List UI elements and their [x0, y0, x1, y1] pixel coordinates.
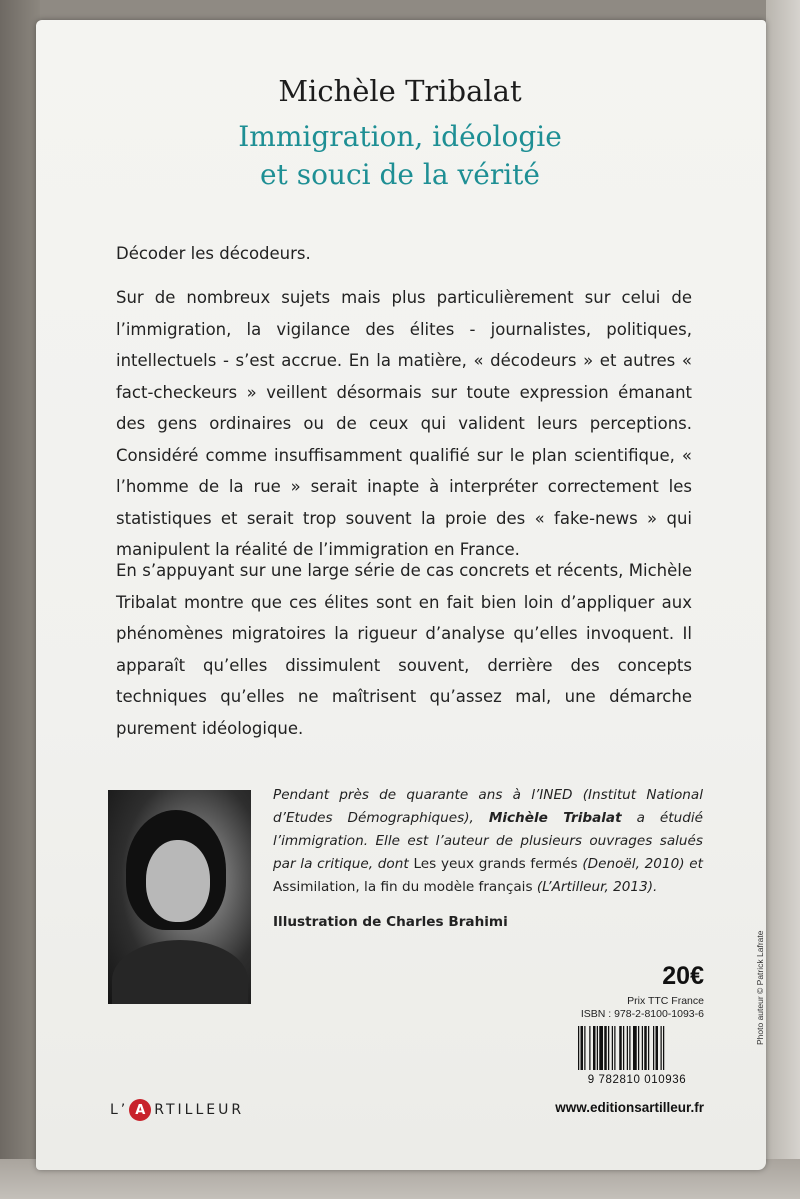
barcode-bar: [653, 1026, 654, 1070]
bio-text-1: Pendant près de quarante ans à l’INED (Institut National d’Etudes Démographiques),: [273, 787, 703, 826]
barcode-bar: [638, 1026, 639, 1070]
blurb-paragraph-1: Sur de nombreux sujets mais plus particulièrement sur celui de l’immigration, la vigilance des élites - journalistes, politiques, intellectuels - s’est accrue. En la matière, « décodeurs » et autres « fact-checkeurs » veillent désormais sur toute expression émanant des gens ordinaires ou de ceux qui valident leurs perceptions. Considéré comme insuffisamment qualifié sur le plan scientifique, « l’homme de la rue » serait inapte à interpréter correctement les statistiques et serait trop souvent la proie des « fake-news » qui manipulent la réalité de l’immigration en France.: [116, 288, 692, 559]
barcode-bar: [627, 1026, 628, 1070]
price: 20€: [662, 962, 704, 990]
barcode-bar: [589, 1026, 590, 1070]
publisher-logo: [110, 1098, 244, 1122]
barcode-bar: [604, 1026, 607, 1070]
author-name: Michèle Tribalat: [278, 74, 522, 108]
bio-text-2: a étudié l’immigration. Elle est l’auteur de plusieurs ouvrages salués par la critique, dont: [273, 810, 703, 872]
illustration-credit: Illustration de Charles Brahimi: [273, 914, 508, 930]
bio-book-2: Assimilation, la fin du modèle français: [273, 879, 533, 895]
publisher-logo-suffix: RTILLEUR: [154, 1102, 245, 1118]
photo-credit: Photo auteur © Patrick Lafrate: [755, 930, 765, 1045]
barcode-bar: [578, 1026, 579, 1070]
barcode-bar: [642, 1026, 643, 1070]
bio-book-1: Les yeux grands fermés: [413, 856, 578, 872]
barcode-bar: [629, 1026, 630, 1070]
barcode-bar: [623, 1026, 624, 1070]
barcode-bar: [614, 1026, 615, 1070]
barcode-bar: [597, 1026, 598, 1070]
barcode-bar: [584, 1026, 585, 1070]
barcode: [576, 1026, 706, 1070]
barcode-bar: [612, 1026, 613, 1070]
book-title-line-1: Immigration, idéologie: [238, 120, 562, 153]
barcode-bar: [644, 1026, 647, 1070]
publisher-logo-prefix: L’: [110, 1102, 129, 1118]
barcode-bar: [599, 1026, 603, 1070]
barcode-bar: [581, 1026, 584, 1070]
author-photo-face: [146, 840, 210, 922]
publisher-logo-badge: A: [129, 1099, 151, 1121]
barcode-bar: [648, 1026, 649, 1070]
author-photo-body: [112, 940, 248, 1004]
author-bio: [273, 784, 703, 899]
blurb-paragraph-2: En s’appuyant sur une large série de cas concrets et récents, Michèle Tribalat montre que ces élites sont en fait bien loin d’appliquer aux phénomènes migratoires la rigueur d’analyse qu’elles invoquent. Il apparaît qu’elles dissimulent souvent, derrière des concepts techniques qu’elles ne maîtrisent qu’assez mal, une démarche purement idéologique.: [116, 561, 692, 738]
publisher-website: www.editionsartilleur.fr: [555, 1100, 704, 1115]
bio-text-4: (L’Artilleur, 2013).: [532, 879, 658, 895]
isbn-label: ISBN : 978-2-8100-1093-6: [580, 1008, 704, 1020]
bio-text-3: (Denoël, 2010) et: [577, 856, 703, 872]
author-photo: [108, 790, 251, 1004]
barcode-digits: 9 782810 010936: [587, 1074, 687, 1086]
barcode-bar: [608, 1026, 609, 1070]
barcode-bar: [656, 1026, 659, 1070]
bio-author-name: Michèle Tribalat: [488, 810, 622, 826]
barcode-bar: [663, 1026, 664, 1070]
barcode-bar: [633, 1026, 637, 1070]
barcode-bar: [593, 1026, 596, 1070]
barcode-bar: [661, 1026, 662, 1070]
barcode-bar: [619, 1026, 622, 1070]
book-title-line-2: et souci de la vérité: [259, 158, 540, 191]
blurb-tagline: Décoder les décodeurs.: [116, 244, 311, 263]
price-note: Prix TTC France: [627, 995, 704, 1007]
